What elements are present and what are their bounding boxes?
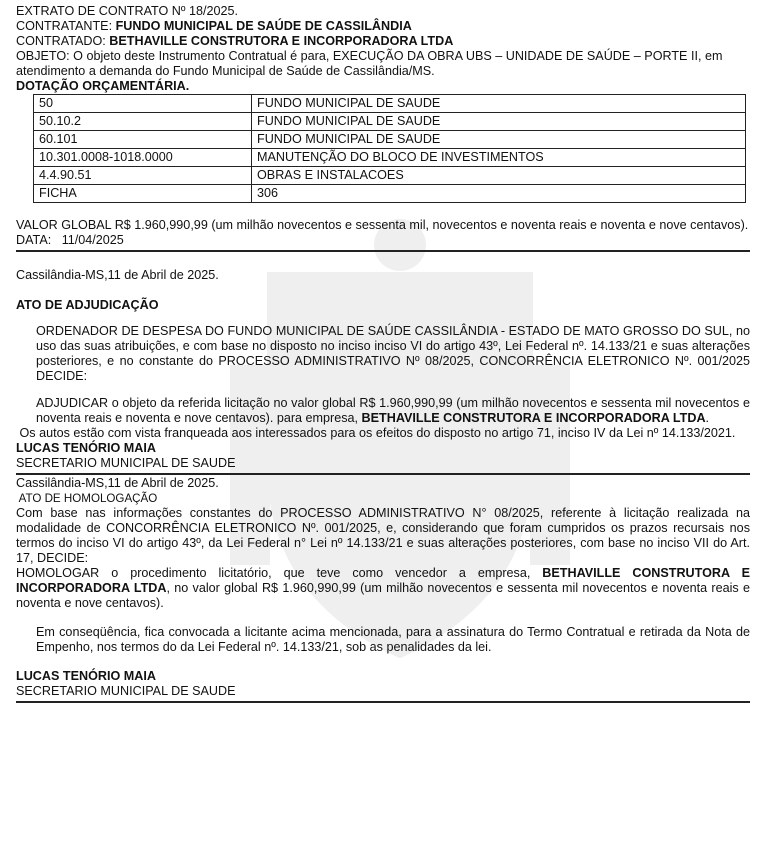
homologacao-para3: Em conseqüência, fica convocada a licitante acima mencionada, para a assinatura do Termo Contratual e retirada da Nota de Empenho, nos termos do da Lei Federal nº. 14.133/21, sob as penalidades da lei. [36,625,750,654]
dotacao-code-cell: FICHA [34,185,252,203]
contratado-value: BETHAVILLE CONSTRUTORA E INCORPORADORA LTDA [109,34,454,48]
homologacao-para1: Com base nas informações constantes do PROCESSO ADMINISTRATIVO N° 08/2025, referente à licitação realizada na modalidade de CONCORRÊNCIA ELETRONICO Nº. 001/2025, e, considerando que foram cumpridos os prazos recursais nos termos do inciso VI do artigo 43º, da Lei Federal n° Lei nº 14.133/21 e suas alterações posteriores, com base no inciso VII do Art. 17, DECIDE: [16,506,750,565]
dotacao-desc-cell: FUNDO MUNICIPAL DE SAUDE [252,113,746,131]
dotacao-code-cell: 60.101 [34,131,252,149]
objeto-text: OBJETO: O objeto deste Instrumento Contratual é para, EXECUÇÃO DA OBRA UBS – UNIDADE DE SAÚDE – PORTE II, em atendimento a demanda do Fundo Municipal de Saúde de Cassilândia/MS. [16,49,723,78]
homologacao-section [16,476,750,703]
adjudicacao-title: ATO DE ADJUDICAÇÃO [16,298,159,312]
dotacao-row [34,113,746,131]
homologacao-title: ATO DE HOMOLOGAÇÃO [16,492,158,505]
dotacao-row [34,95,746,113]
autos-text: Os autos estão com vista franqueada aos interessados para os efeitos do disposto no artigo 71, inciso IV da Lei nº 14.133/2021. [16,426,736,440]
dotacao-code-cell: 4.4.90.51 [34,167,252,185]
adjudicacao-section [16,252,750,475]
dotacao-desc-cell: FUNDO MUNICIPAL DE SAUDE [252,95,746,113]
valor-global: VALOR GLOBAL R$ 1.960,990,99 (um milhão novecentos e sessenta mil, novecentos e noventa reais e noventa e nove centavos). [16,218,749,232]
homologacao-local-data: Cassilândia-MS,11 de Abril de 2025. [16,476,219,490]
contratante-line: CONTRATANTE: FUNDO MUNICIPAL DE SAÚDE DE CASSILÂNDIA [16,19,412,33]
homologacao-signer-role: SECRETARIO MUNICIPAL DE SAUDE [16,684,236,698]
dotacao-row [34,149,746,167]
dotacao-desc-cell: OBRAS E INSTALACOES [252,167,746,185]
adjudicacao-company: BETHAVILLE CONSTRUTORA E INCORPORADORA LTDA [361,411,706,425]
extrato-title: EXTRATO DE CONTRATO Nº 18/2025. [16,4,239,18]
contratante-value: FUNDO MUNICIPAL DE SAÚDE DE CASSILÂNDIA [115,19,412,33]
extrato-data: DATA: 11/04/2025 [16,233,124,247]
dotacao-desc-cell: MANUTENÇÃO DO BLOCO DE INVESTIMENTOS [252,149,746,167]
homologacao-para2: HOMOLOGAR o procedimento licitatório, que teve como vencedor a empresa, BETHAVILLE CONSTRUTORA E INCORPORADORA LTDA, no valor global R$ 1.960,990,99 (um milhão novecentos e sessenta mil novecentos e noventa reais e noventa e nove centavos). [16,566,750,610]
dotacao-title: DOTAÇÃO ORÇAMENTÁRIA. [16,79,190,93]
adjudicacao-signer-name: LUCAS TENÓRIO MAIA [16,441,156,455]
dotacao-desc-cell: FUNDO MUNICIPAL DE SAUDE [252,131,746,149]
dotacao-code-cell: 50.10.2 [34,113,252,131]
dotacao-code-cell: 50 [34,95,252,113]
dotacao-row [34,185,746,203]
adjudicacao-local-data: Cassilândia-MS,11 de Abril de 2025. [16,268,219,282]
dotacao-row [34,131,746,149]
adjudicacao-para1: ORDENADOR DE DESPESA DO FUNDO MUNICIPAL DE SAÚDE CASSILÂNDIA - ESTADO DE MATO GROSSO DO SUL, no uso das suas atribuições, e com base no disposto no inciso inciso VI do artigo 43º, Lei Federal nº. 14.133/21 e suas alterações posteriores, e no constante do PROCESSO ADMINISTRATIVO Nº 08/2025, CONCORRÊNCIA ELETRONICO Nº. 001/2025 DECIDE: [36,324,750,383]
adjudicacao-para2: ADJUDICAR o objeto da referida licitação no valor global R$ 1.960,990,99 (um milhão novecentos e sessenta mil novecentos e noventa reais e noventa e nove centavos). para empresa, BETHAVILLE CONSTRUTORA E INCORPORADORA LTDA. [36,396,750,425]
dotacao-table [33,94,746,203]
document-page [16,0,750,703]
section-divider [16,701,750,703]
homologacao-company: BETHAVILLE CONSTRUTORA E INCORPORADORA LTDA [16,566,750,595]
section-divider [16,473,750,475]
homologacao-signer-name: LUCAS TENÓRIO MAIA [16,669,156,683]
dotacao-code-cell: 10.301.0008-1018.0000 [34,149,252,167]
dotacao-desc-cell: 306 [252,185,746,203]
adjudicacao-signer-role: SECRETARIO MUNICIPAL DE SAUDE [16,456,236,470]
dotacao-row [34,167,746,185]
extrato-section [16,0,750,252]
contratado-line: CONTRATADO: BETHAVILLE CONSTRUTORA E INCORPORADORA LTDA [16,34,454,48]
